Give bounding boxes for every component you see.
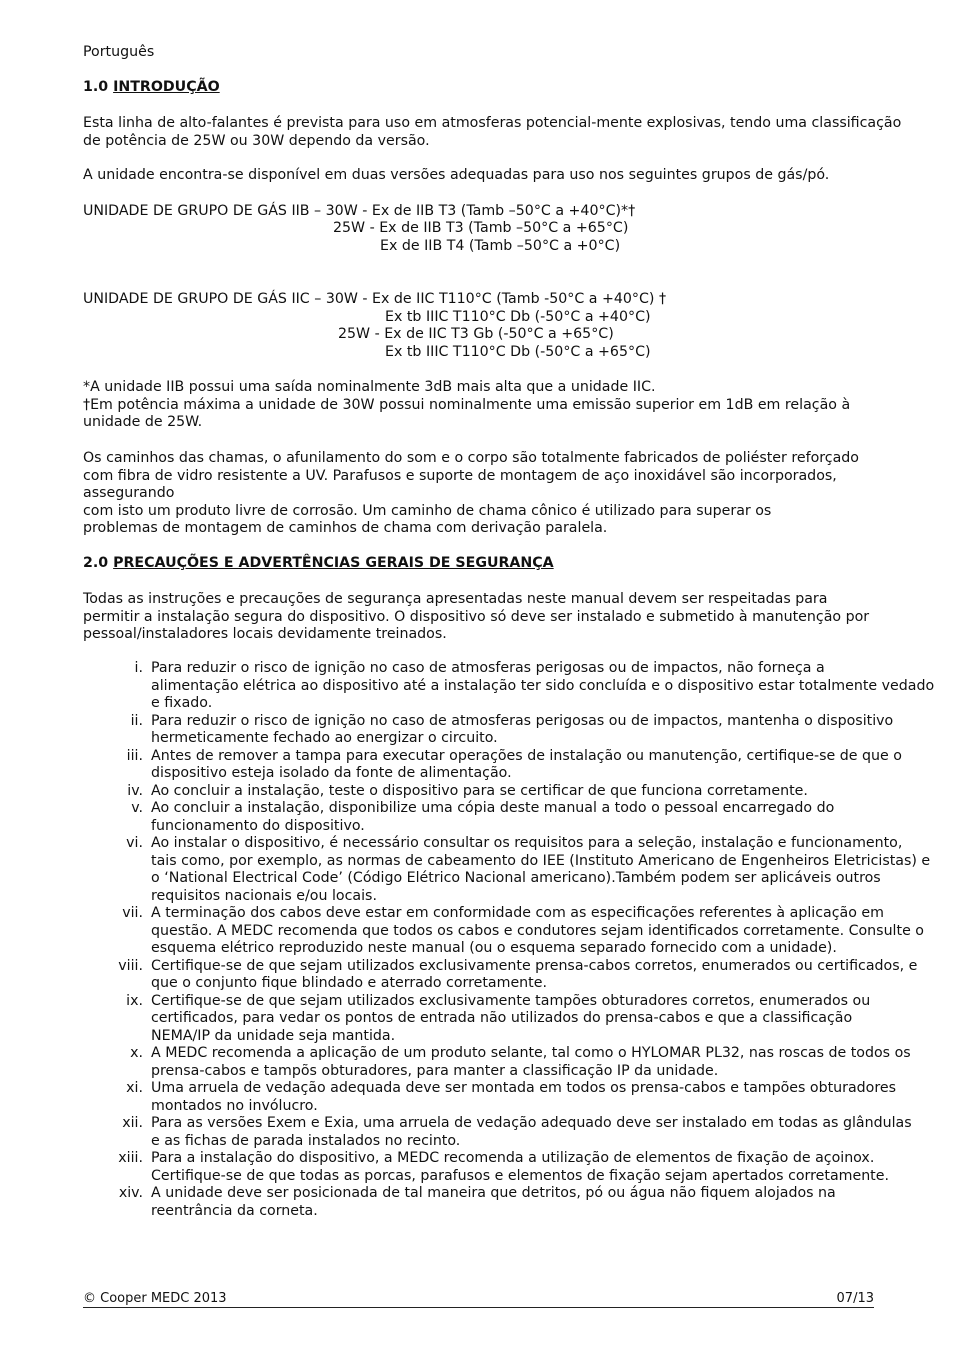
list-item-text: [151, 1150, 903, 1185]
list-item: [83, 993, 903, 1046]
list-item-text: [151, 957, 918, 993]
list-item-text: [151, 748, 903, 783]
list-item-number: vii.: [122, 905, 143, 921]
text-line: Ao concluir a instalação, teste o dispositivo para se certificar de que funciona corretamente.: [151, 782, 808, 799]
list-item: [83, 660, 935, 713]
footer-copyright: © Cooper MEDC 2013: [83, 1291, 227, 1306]
text-line: com fibra de vidro resistente a UV. Parafusos e suporte de montagem de aço inoxidável são incorporados,: [83, 467, 837, 484]
text-line: hermeticamente fechado ao energizar o circuito.: [151, 730, 498, 746]
text-line: Para as versões Exem e Exia, uma arruela de vedação adequado deve ser instalado em todas as glândulas: [151, 1115, 912, 1131]
section-1-title: INTRODUÇÃO: [113, 79, 220, 95]
list-item-number: i.: [134, 660, 143, 676]
text-line: Antes de remover a tampa para executar operações de instalação ou manutenção, certifique-se de que o: [151, 747, 902, 764]
list-item-text: [151, 800, 903, 835]
list-item-number: ix.: [126, 992, 143, 1009]
list-item: [83, 1115, 912, 1150]
section-2-heading: [83, 555, 554, 573]
footnote-line: unidade de 25W.: [83, 414, 203, 430]
safety-intro-paragraph: [83, 591, 883, 644]
list-item-text: [151, 1185, 903, 1220]
text-line: Para reduzir o risco de ignição no caso de atmosferas perigosas ou de impactos, mantenha o dispositivo: [151, 712, 894, 729]
text-line: dispositivo esteja isolado da fonte de alimentação.: [151, 765, 512, 781]
list-item-number: xii.: [122, 1115, 143, 1131]
iic-rating-line: UNIDADE DE GRUPO DE GÁS IIC – 30W - Ex de IIC T110°C (Tamb -50°C a +40°C) †: [83, 291, 667, 307]
text-line: pessoal/instaladores locais devidamente treinados.: [83, 626, 447, 642]
list-item: [83, 835, 931, 905]
list-item-text: [151, 1080, 903, 1115]
text-line: NEMA/IP da unidade seja mantida.: [151, 1027, 396, 1044]
text-line: Esta linha de alto-falantes é prevista para uso em atmosferas potencial-mente explosivas, tendo uma classificação: [83, 115, 902, 131]
section-1-heading: [83, 79, 220, 97]
list-item-text: [151, 1115, 912, 1150]
list-item-text: [151, 713, 903, 748]
list-item-text: [151, 1045, 911, 1080]
text-line: alimentação elétrica ao dispositivo até a instalação ter sido concluída e o dispositivo estar totalmente vedado: [151, 677, 935, 694]
materials-paragraph: [83, 450, 883, 538]
list-item: [83, 1150, 903, 1185]
list-item-number: iv.: [127, 782, 143, 799]
text-line: Ao instalar o dispositivo, é necessário consultar os requisitos para a seleção, instalação e funcionamento,: [151, 835, 903, 851]
intro-paragraph-1: [83, 115, 902, 150]
list-item-number: xiv.: [118, 1185, 143, 1201]
section-1-number: 1.0: [83, 79, 109, 95]
list-item: [83, 1045, 911, 1080]
text-line: prensa-cabos e tampõs obturadores, para manter a classificação IP da unidade.: [151, 1062, 719, 1079]
text-line: e fixado.: [151, 695, 213, 711]
footer-date: 07/13: [836, 1291, 874, 1306]
list-item-number: xi.: [126, 1080, 143, 1096]
list-item-text: [151, 993, 903, 1046]
text-line: Ao concluir a instalação, disponibilize uma cópia deste manual a todo o pessoal encarregado do: [151, 800, 835, 816]
text-line: Certifique-se de que sejam utilizados exclusivamente tampões obturadores corretos, enumerados ou: [151, 992, 871, 1009]
text-line: A unidade deve ser posicionada de tal maneira que detritos, pó ou água não fiquem alojados na: [151, 1185, 836, 1201]
list-item: [83, 783, 903, 801]
text-line: o ‘National Electrical Code’ (Código Elétrico Nacional americano).Também podem ser aplicáveis outros: [151, 870, 881, 886]
text-line: montados no invólucro.: [151, 1097, 318, 1114]
list-item-number: vi.: [126, 835, 143, 851]
safety-list: [83, 660, 935, 1220]
iic-rating-line: 25W - Ex de IIC T3 Gb (-50°C a +65°C): [338, 326, 614, 342]
list-item: [83, 1080, 903, 1115]
text-line: de potência de 25W ou 30W dependo da versão.: [83, 132, 430, 149]
text-line: requisitos nacionais e/ou locais.: [151, 887, 377, 904]
text-line: com isto um produto livre de corrosão. Um caminho de chama cônico é utilizado para superar os: [83, 502, 772, 519]
list-item-number: iii.: [126, 747, 143, 764]
text-line: certificados, para vedar os pontos de entrada não utilizados do prensa-cabos e que a classificação: [151, 1010, 853, 1026]
list-item-text: [151, 905, 924, 958]
list-item-text: [151, 835, 931, 905]
list-item: [83, 957, 918, 993]
text-line: Os caminhos das chamas, o afunilamento do som e o corpo são totalmente fabricados de poliéster reforçado: [83, 450, 859, 466]
text-line: permitir a instalação segura do dispositivo. O dispositivo só deve ser instalado e submetido à manutenção por: [83, 608, 870, 625]
text-line: e as fichas de parada instalados no recinto.: [151, 1132, 461, 1149]
language-label: Português: [83, 44, 155, 60]
list-item-number: xiii.: [118, 1150, 143, 1166]
list-item-number: viii.: [118, 957, 143, 974]
list-item: [83, 1185, 903, 1220]
text-line: Uma arruela de vedação adequada deve ser montada em todos os prensa-cabos e tampões obturadores: [151, 1080, 896, 1096]
text-line: Para a instalação do dispositivo, a MEDC recomenda a utilização de elementos de fixação de açoinox.: [151, 1150, 875, 1166]
list-item-number: ii.: [130, 712, 143, 729]
text-line: tais como, por exemplo, as normas de cabeamento do IEE (Instituto Americano de Engenheiros Eletricistas) e: [151, 852, 931, 869]
text-line: assegurando: [83, 485, 175, 501]
list-item-number: v.: [131, 800, 143, 816]
text-line: questão. A MEDC recomenda que todos os cabos e condutores sejam identificados corretamente. Consulte o: [151, 922, 924, 939]
text-line: Certifique-se de que sejam utilizados exclusivamente prensa-cabos corretos, enumerados ou certificados, e: [151, 957, 918, 974]
iic-rating-line: Ex tb IIIC T110°C Db (-50°C a +65°C): [385, 344, 651, 360]
iic-rating-line: Ex tb IIIC T110°C Db (-50°C a +40°C): [385, 309, 651, 325]
list-item-text: [151, 660, 935, 713]
iib-rating-line: Ex de IIB T4 (Tamb –50°C a +0°C): [380, 238, 621, 254]
text-line: Todas as instruções e precauções de segurança apresentadas neste manual devem ser respeitadas para: [83, 591, 828, 607]
text-line: problemas de montagem de caminhos de chama com derivação paralela.: [83, 520, 608, 536]
footnotes: [83, 379, 883, 432]
list-item: [83, 800, 903, 835]
list-item-number: x.: [130, 1045, 143, 1061]
section-2-number: 2.0: [83, 555, 109, 571]
text-line: A terminação dos cabos deve estar em conformidade com as especificações referentes à aplicação em: [151, 905, 884, 921]
iib-rating-line: UNIDADE DE GRUPO DE GÁS IIB – 30W - Ex de IIB T3 (Tamb –50°C a +40°C)*†: [83, 203, 636, 219]
text-line: Para reduzir o risco de ignição no caso de atmosferas perigosas ou de impactos, não forneça a: [151, 660, 825, 676]
footnote-line: †Em potência máxima a unidade de 30W possui nominalmente uma emissão superior em 1dB em relação à: [83, 396, 851, 413]
text-line: A MEDC recomenda a aplicação de um produto selante, tal como o HYLOMAR PL32, nas roscas de todos os: [151, 1045, 911, 1061]
text-line: reentrância da corneta.: [151, 1202, 318, 1219]
text-line: Certifique-se de que todas as porcas, parafusos e elementos de fixação sejam apertados corretamente.: [151, 1167, 889, 1184]
text-line: que o conjunto fique blindado e aterrado corretamente.: [151, 975, 547, 991]
intro-paragraph-2: A unidade encontra-se disponível em duas versões adequadas para uso nos seguintes grupos de gás/pó.: [83, 167, 830, 183]
list-item: [83, 905, 924, 958]
list-item-text: [151, 783, 903, 801]
list-item: [83, 748, 903, 783]
section-2-title: PRECAUÇÕES E ADVERTÊNCIAS GERAIS DE SEGURANÇA: [113, 555, 554, 571]
list-item: [83, 713, 903, 748]
iib-rating-line: 25W - Ex de IIB T3 (Tamb –50°C a +65°C): [333, 220, 629, 236]
footnote-line: *A unidade IIB possui uma saída nominalmente 3dB mais alta que a unidade IIC.: [83, 379, 656, 395]
text-line: esquema elétrico reproduzido neste manual (ou o esquema separado fornecido com a unidade).: [151, 940, 837, 956]
text-line: funcionamento do dispositivo.: [151, 817, 365, 834]
